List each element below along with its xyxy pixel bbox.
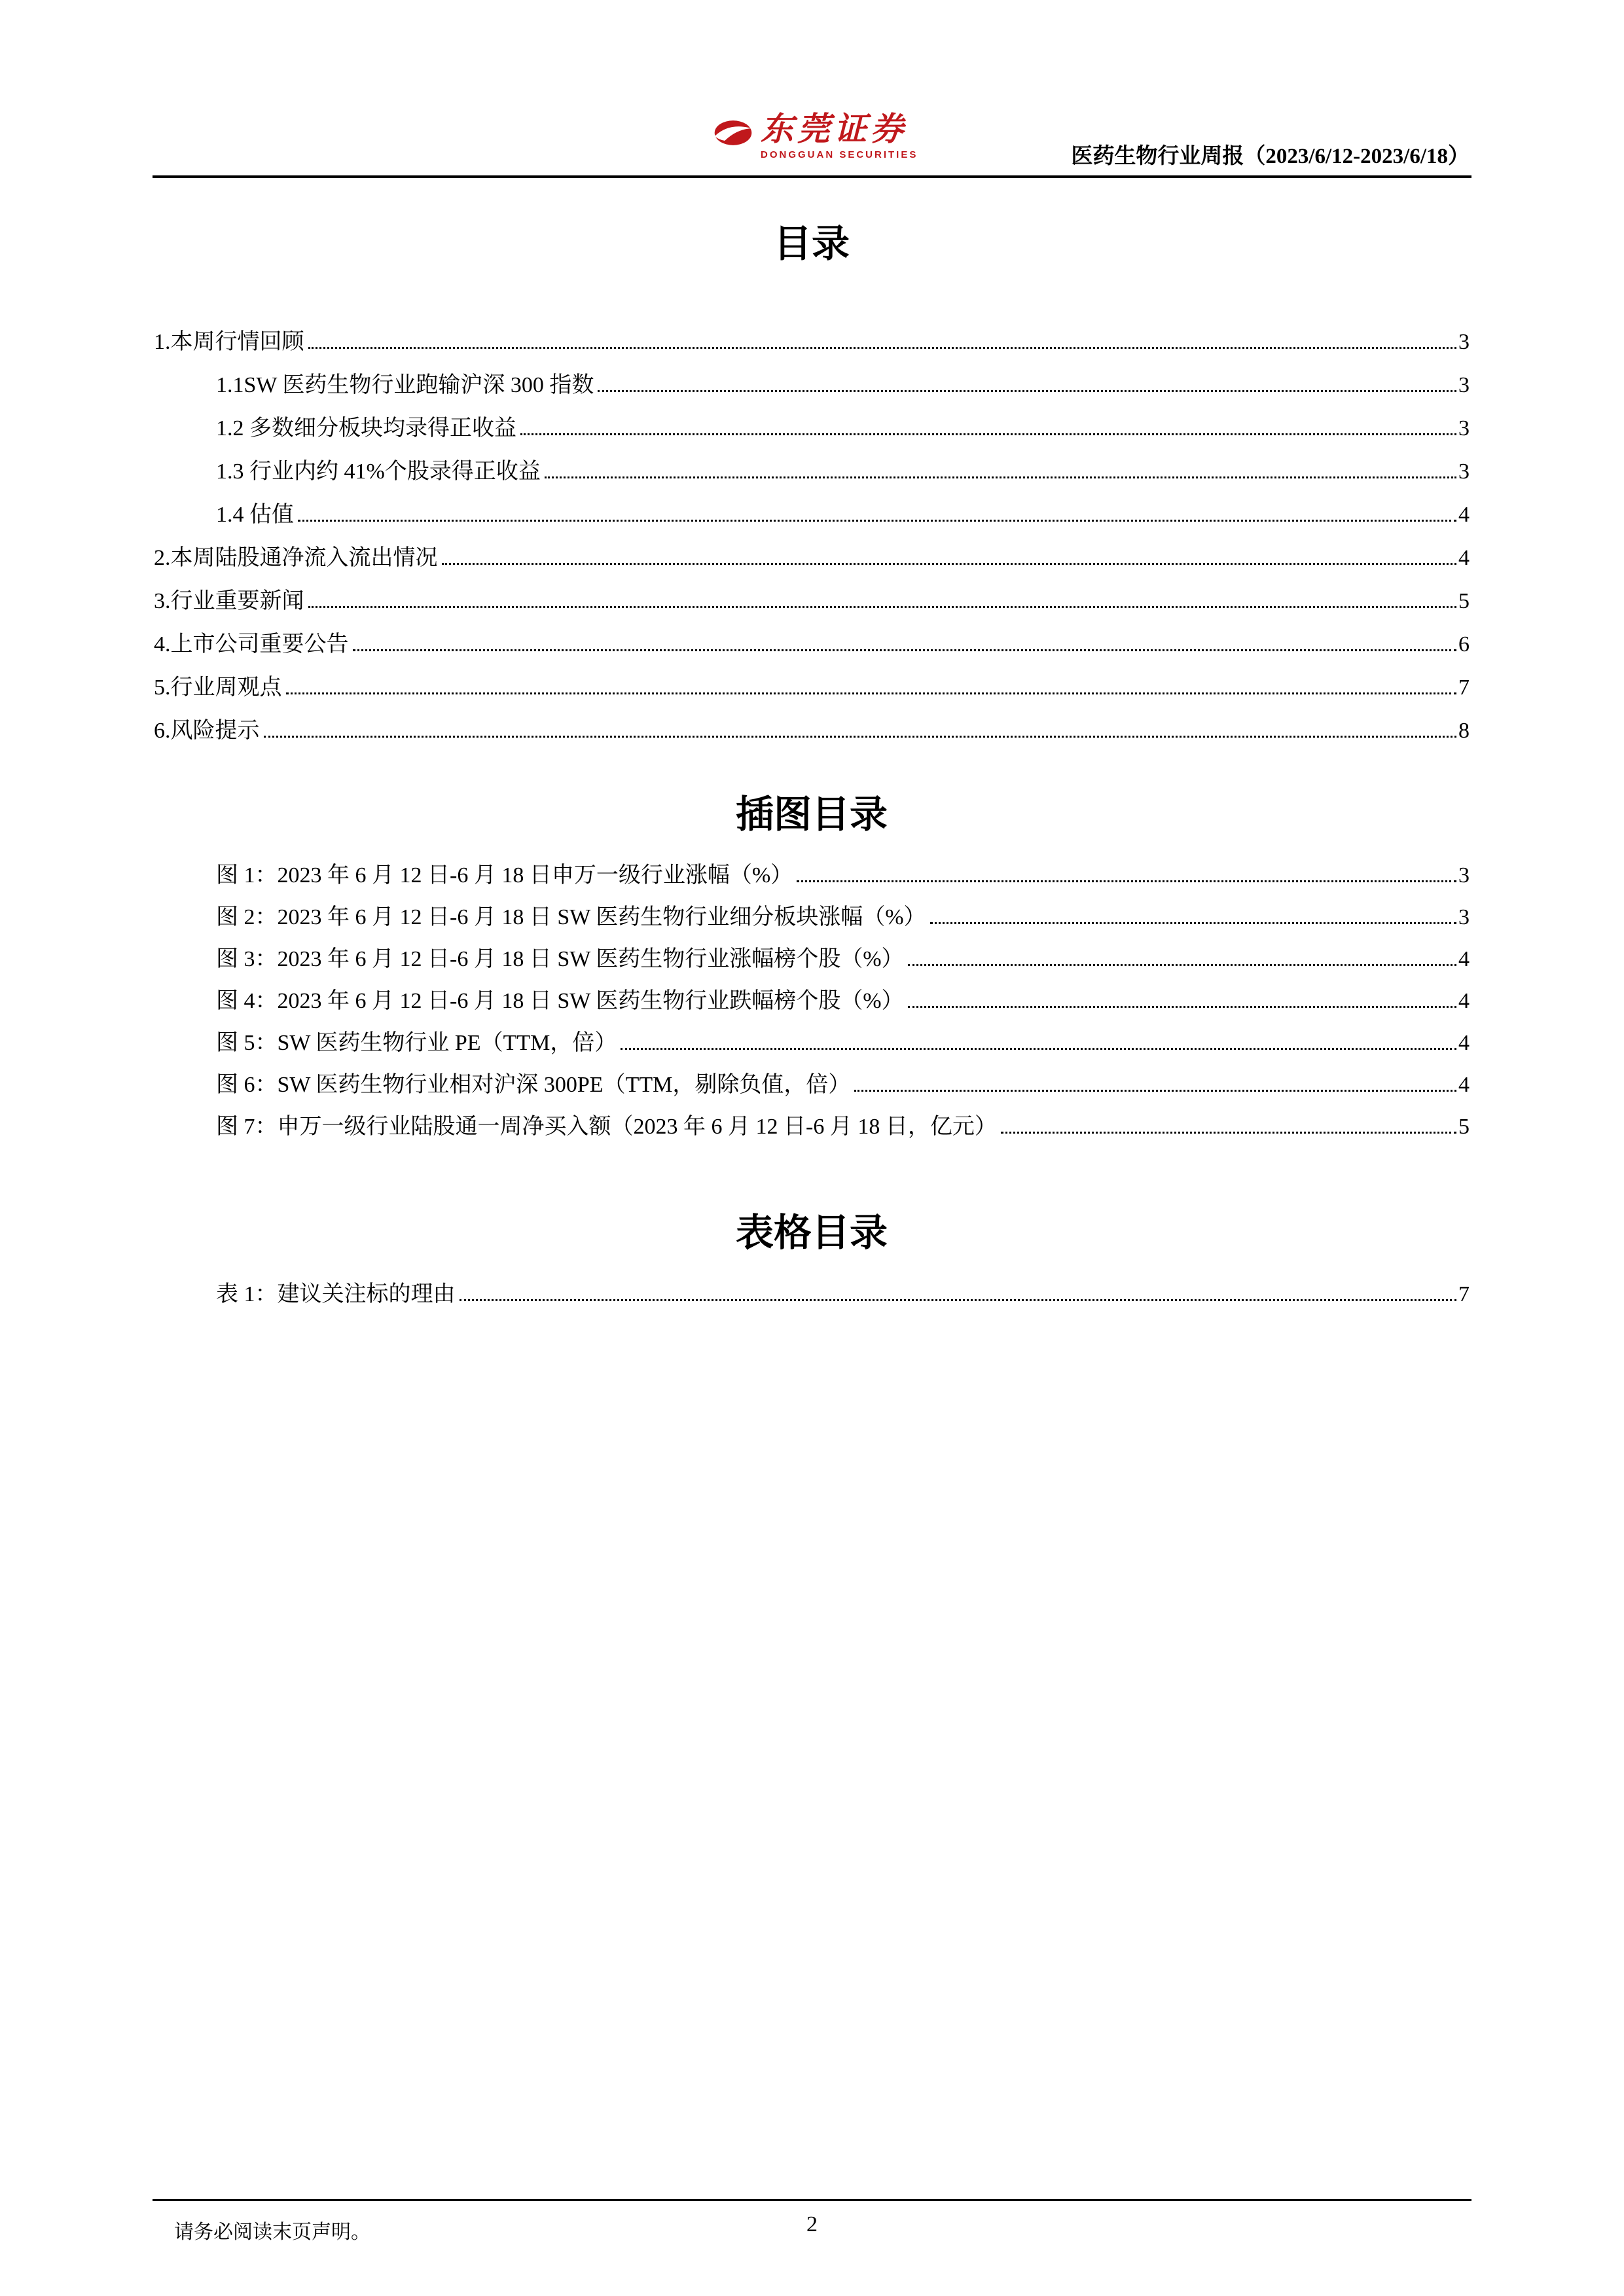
- toc-entry-label: 图 7：申万一级行业陆股通一周净买入额（2023 年 6 月 12 日-6 月 18 日，亿元）: [216, 1115, 997, 1139]
- toc-entry-page: 4: [1458, 502, 1470, 527]
- dot-leader: [353, 649, 1457, 651]
- logo-text: [761, 113, 918, 160]
- toc-entry-page: 3: [1458, 416, 1470, 440]
- dot-leader: [308, 606, 1457, 608]
- toc-entry-page: 3: [1458, 863, 1470, 888]
- toc-entry-page: 4: [1458, 1031, 1470, 1056]
- dot-leader: [298, 520, 1456, 522]
- toc-entry-label: 图 5：SW 医药生物行业 PE（TTM，倍）: [216, 1031, 617, 1056]
- toc-entry-page: 3: [1458, 905, 1470, 930]
- dot-leader: [264, 736, 1457, 738]
- dot-leader: [797, 880, 1456, 882]
- toc-entry[interactable]: [154, 973, 1470, 1015]
- page-number: 2: [806, 2212, 818, 2236]
- toc-entry-label: 图 6：SW 医药生物行业相对沪深 300PE（TTM，剔除负值，倍）: [216, 1073, 851, 1098]
- toc-entry[interactable]: [154, 356, 1470, 399]
- dot-leader: [286, 692, 1457, 694]
- dot-leader: [308, 347, 1457, 349]
- toc-entry-page: 5: [1458, 1115, 1470, 1139]
- company-logo: [713, 113, 918, 160]
- toc-list: [154, 313, 1470, 745]
- toc-entry[interactable]: [154, 1099, 1470, 1141]
- toc-entry-page: 3: [1458, 372, 1470, 397]
- toc-entry[interactable]: [154, 889, 1470, 931]
- logo-brand-en: DONGGUAN SECURITIES: [761, 149, 918, 160]
- toc-entry[interactable]: [154, 572, 1470, 615]
- dot-leader: [1001, 1132, 1456, 1134]
- dot-leader: [545, 476, 1456, 478]
- toc-entry-label: 3.行业重要新闻: [154, 588, 304, 613]
- toc-entry-label: 图 3：2023 年 6 月 12 日-6 月 18 日 SW 医药生物行业涨幅榜个股（%）: [216, 947, 904, 972]
- toc-entry-page: 4: [1458, 1073, 1470, 1098]
- dot-leader: [621, 1048, 1456, 1050]
- toc-entry[interactable]: [154, 615, 1470, 658]
- toc-entry[interactable]: [154, 702, 1470, 745]
- toc-entry[interactable]: [154, 529, 1470, 572]
- logo-swoosh-icon: [713, 118, 753, 148]
- toc-entry[interactable]: [154, 931, 1470, 973]
- dot-leader: [460, 1299, 1457, 1301]
- toc-entry-label: 4.上市公司重要公告: [154, 632, 349, 656]
- page-content: [154, 221, 1470, 1308]
- dot-leader: [908, 1006, 1456, 1008]
- toc-entry-page: 4: [1458, 545, 1470, 570]
- toc-entry[interactable]: [154, 1266, 1470, 1308]
- toc-entry-label: 5.行业周观点: [154, 675, 282, 700]
- toc-entry-page: 4: [1458, 947, 1470, 972]
- toc-entry-label: 1.本周行情回顾: [154, 329, 304, 354]
- footer-disclaimer: 请务必阅读末页声明。: [174, 2221, 370, 2243]
- dot-leader: [854, 1090, 1456, 1092]
- dot-leader: [520, 433, 1456, 435]
- toc-entry[interactable]: [154, 486, 1470, 529]
- toc-entry-page: 5: [1458, 588, 1470, 613]
- dot-leader: [442, 563, 1457, 565]
- tables-list: [154, 1266, 1470, 1308]
- toc-title: 目录: [773, 223, 850, 265]
- toc-entry-page: 3: [1458, 329, 1470, 354]
- figures-title: 插图目录: [735, 793, 888, 836]
- report-title: 医药生物行业周报（2023/6/12-2023/6/18）: [1071, 145, 1470, 168]
- toc-entry-label: 1.4 估值: [216, 502, 294, 527]
- toc-entry[interactable]: [154, 313, 1470, 356]
- toc-entry-label: 表 1：建议关注标的理由: [216, 1282, 456, 1306]
- toc-entry-label: 1.2 多数细分板块均录得正收益: [216, 416, 516, 440]
- dot-leader: [930, 922, 1456, 924]
- tables-title: 表格目录: [735, 1211, 888, 1255]
- logo-brand-cn: 东莞证券: [761, 111, 907, 147]
- toc-entry-page: 7: [1458, 1282, 1470, 1306]
- toc-entry[interactable]: [154, 658, 1470, 702]
- toc-entry-label: 2.本周陆股通净流入流出情况: [154, 545, 438, 570]
- toc-entry-label: 图 2：2023 年 6 月 12 日-6 月 18 日 SW 医药生物行业细分板块涨幅（%）: [216, 905, 926, 930]
- toc-entry-label: 1.1SW 医药生物行业跑输沪深 300 指数: [216, 372, 594, 397]
- toc-entry[interactable]: [154, 399, 1470, 442]
- toc-entry-label: 图 4：2023 年 6 月 12 日-6 月 18 日 SW 医药生物行业跌幅榜个股（%）: [216, 989, 904, 1014]
- toc-entry[interactable]: [154, 848, 1470, 889]
- toc-entry[interactable]: [154, 1057, 1470, 1099]
- toc-entry-page: 6: [1458, 632, 1470, 656]
- figures-list: [154, 848, 1470, 1141]
- footer-divider: [153, 2199, 1471, 2201]
- toc-entry-label: 1.3 行业内约 41%个股录得正收益: [216, 459, 541, 484]
- toc-entry-page: 3: [1458, 459, 1470, 484]
- toc-entry-label: 图 1：2023 年 6 月 12 日-6 月 18 日申万一级行业涨幅（%）: [216, 863, 793, 888]
- header-divider: [153, 175, 1471, 178]
- toc-entry[interactable]: [154, 442, 1470, 486]
- toc-entry-page: 4: [1458, 989, 1470, 1014]
- dot-leader: [598, 390, 1456, 392]
- toc-entry-label: 6.风险提示: [154, 718, 260, 743]
- toc-entry-page: 7: [1458, 675, 1470, 700]
- dot-leader: [908, 964, 1456, 966]
- toc-entry[interactable]: [154, 1015, 1470, 1057]
- toc-entry-page: 8: [1458, 718, 1470, 743]
